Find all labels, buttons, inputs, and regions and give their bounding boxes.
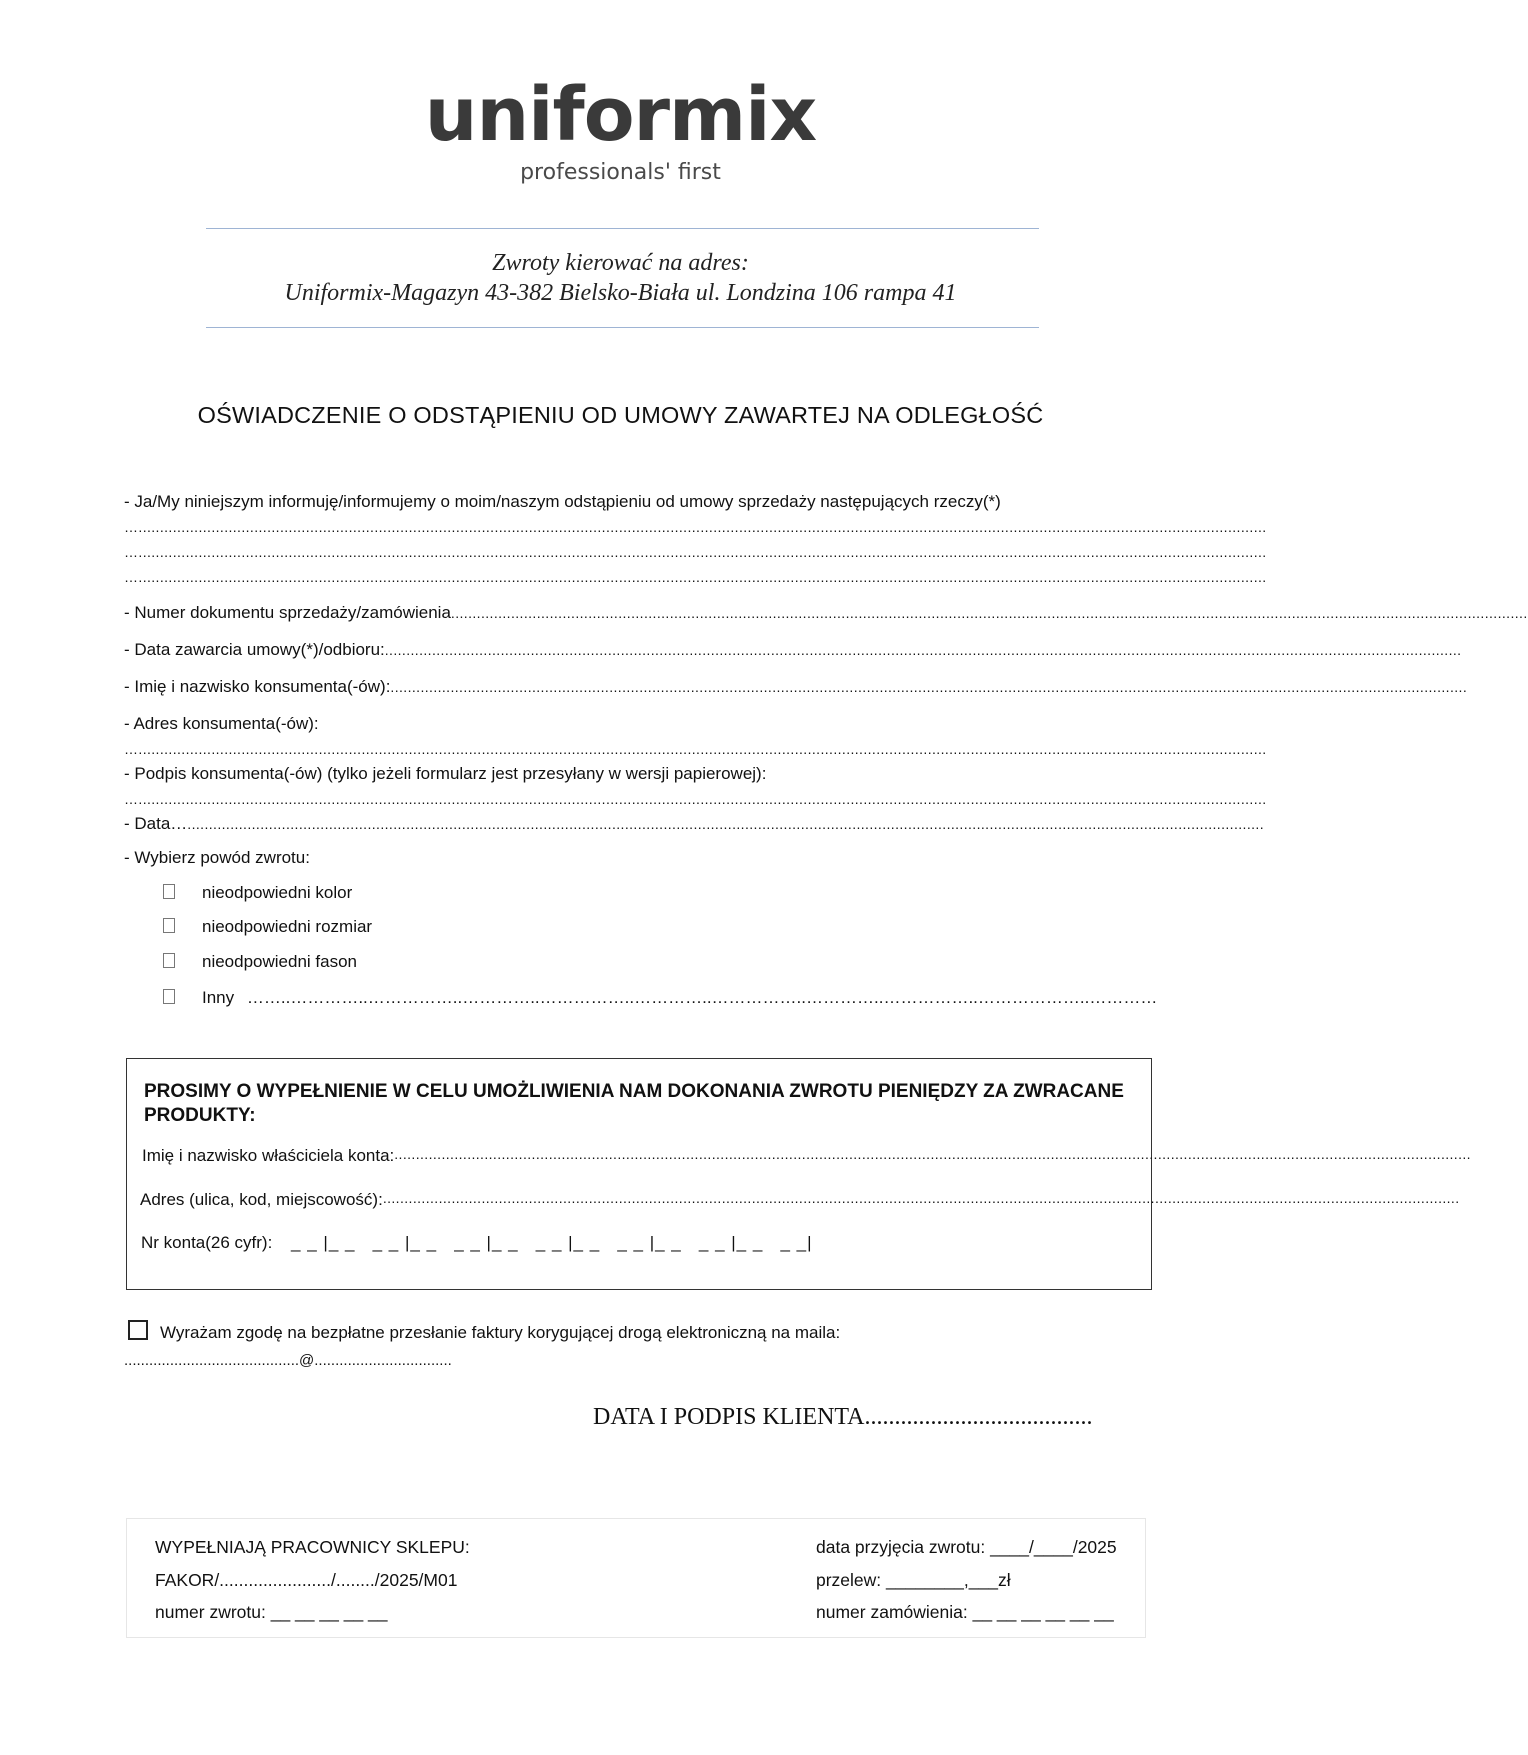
signature-line[interactable]: …....................................................................................................................................................................................................................................................................... <box>124 791 1267 807</box>
reason-text: nieodpowiedni rozmiar <box>202 917 373 936</box>
account-number-field[interactable] <box>141 1233 813 1253</box>
signature-label: - Podpis konsumenta(-ów) (tylko jeżeli formularz jest przesyłany w wersji papierowej): <box>124 764 767 783</box>
return-number-field[interactable]: numer zwrotu: __ __ __ __ __ <box>155 1602 388 1622</box>
divider-top <box>206 228 1039 229</box>
account-address-label: Adres (ulica, kod, miejscowość): <box>140 1190 383 1209</box>
client-signature-line[interactable]: DATA I PODPIS KLIENTA...................................... <box>593 1404 1093 1430</box>
items-line-3[interactable]: …....................................................................................................................................................................................................................................................................... <box>124 569 1267 585</box>
reason-option-size[interactable] <box>163 916 372 938</box>
staff-heading: WYPEŁNIAJĄ PRACOWNICY SKLEPU: <box>155 1537 470 1557</box>
transfer-field[interactable]: przelew: ________,___zł <box>816 1570 1011 1590</box>
checkbox-icon[interactable] <box>163 953 175 968</box>
account-owner-field[interactable] <box>142 1146 1471 1166</box>
receipt-date-field[interactable]: data przyjęcia zwrotu: ____/____/2025 <box>816 1537 1117 1557</box>
divider-bottom <box>206 327 1039 328</box>
consumer-name-dots: ........................................................................................................................................................................................................................................................... <box>390 679 1468 695</box>
reason-option-other[interactable] <box>163 987 1157 1009</box>
account-address-field[interactable] <box>140 1190 1460 1210</box>
return-address: Uniformix-Magazyn 43-382 Bielsko-Biała ul. Londzina 106 rampa 41 <box>284 280 957 306</box>
order-number-label: - Numer dokumentu sprzedaży/zamówienia <box>124 603 451 622</box>
order-number-field[interactable] <box>124 602 1528 624</box>
consumer-name-field[interactable] <box>124 676 1468 698</box>
checkbox-icon[interactable] <box>163 918 175 933</box>
staff-order-number-field[interactable]: numer zamówienia: __ __ __ __ __ __ <box>816 1602 1114 1622</box>
items-line-2[interactable]: …....................................................................................................................................................................................................................................................................... <box>124 544 1267 560</box>
date-dots: ........................................................................................................................................................................................................................................................... <box>187 816 1264 832</box>
consumer-address-label: - Adres konsumenta(-ów): <box>124 714 319 733</box>
consumer-address-line[interactable]: …....................................................................................................................................................................................................................................................................... <box>124 741 1267 757</box>
other-reason-dots: ……..…………..……………..…………..……………..…………..……………..…………..……………..………………..………… <box>246 988 1158 1007</box>
account-number-slots: _ _ |_ _ _ _ |_ _ _ _ |_ _ _ _ |_ _ _ _ |_ _ _ _ |_ _ _ _| <box>291 1233 813 1252</box>
consent-text: Wyrażam zgodę na bezpłatne przesłanie faktury korygującej drogą elektroniczną na maila: <box>160 1323 841 1342</box>
reason-text: nieodpowiedni fason <box>202 952 358 971</box>
return-label: Zwroty kierować na adres: <box>492 250 749 276</box>
intro-text: - Ja/My niniejszym informuję/informujemy o moim/naszym odstąpieniu od umowy sprzedaży następujących rzeczy(*) <box>124 492 1001 511</box>
contract-date-field[interactable] <box>124 639 1462 661</box>
fakor-field[interactable]: FAKOR/......................./......../2025/M01 <box>155 1570 458 1590</box>
account-owner-dots: ........................................................................................................................................................................................................................................................... <box>394 1146 1471 1162</box>
consent-checkbox[interactable] <box>128 1320 148 1340</box>
items-line-1[interactable]: …....................................................................................................................................................................................................................................................................... <box>124 519 1267 535</box>
date-label: - Data… <box>124 814 188 833</box>
contract-date-label: - Data zawarcia umowy(*)/odbioru: <box>124 640 385 659</box>
order-number-dots: ........................................................................................................................................................................................................................................................... <box>450 605 1528 621</box>
reason-label: - Wybierz powód zwrotu: <box>124 848 310 867</box>
consent-email-line[interactable]: ..........................................@................................. <box>124 1352 452 1369</box>
date-field[interactable] <box>124 813 1264 835</box>
contract-date-dots: ........................................................................................................................................................................................................................................................... <box>384 642 1462 658</box>
reason-text: nieodpowiedni kolor <box>202 883 353 902</box>
account-address-dots: ........................................................................................................................................................................................................................................................... <box>382 1190 1460 1206</box>
checkbox-icon[interactable] <box>163 884 175 899</box>
consumer-name-label: - Imię i nazwisko konsumenta(-ów): <box>124 677 391 696</box>
checkbox-icon[interactable] <box>163 989 175 1004</box>
account-number-label: Nr konta(26 cyfr): <box>141 1233 273 1252</box>
reason-option-color[interactable] <box>163 882 352 904</box>
account-owner-label: Imię i nazwisko właściciela konta: <box>142 1146 395 1165</box>
logo-tagline: professionals' first <box>520 160 721 185</box>
reason-option-fit[interactable] <box>163 951 357 973</box>
reason-text: Inny <box>202 988 235 1007</box>
uniformix-logo: uniformix <box>424 72 817 158</box>
refund-heading: PROSIMY O WYPEŁNIENIE W CELU UMOŻLIWIENIA NAM DOKONANIA ZWROTU PIENIĘDZY ZA ZWRACANE PRODUKTY: <box>144 1081 1124 1126</box>
document-title: OŚWIADCZENIE O ODSTĄPIENIU OD UMOWY ZAWARTEJ NA ODLEGŁOŚĆ <box>197 402 1044 428</box>
